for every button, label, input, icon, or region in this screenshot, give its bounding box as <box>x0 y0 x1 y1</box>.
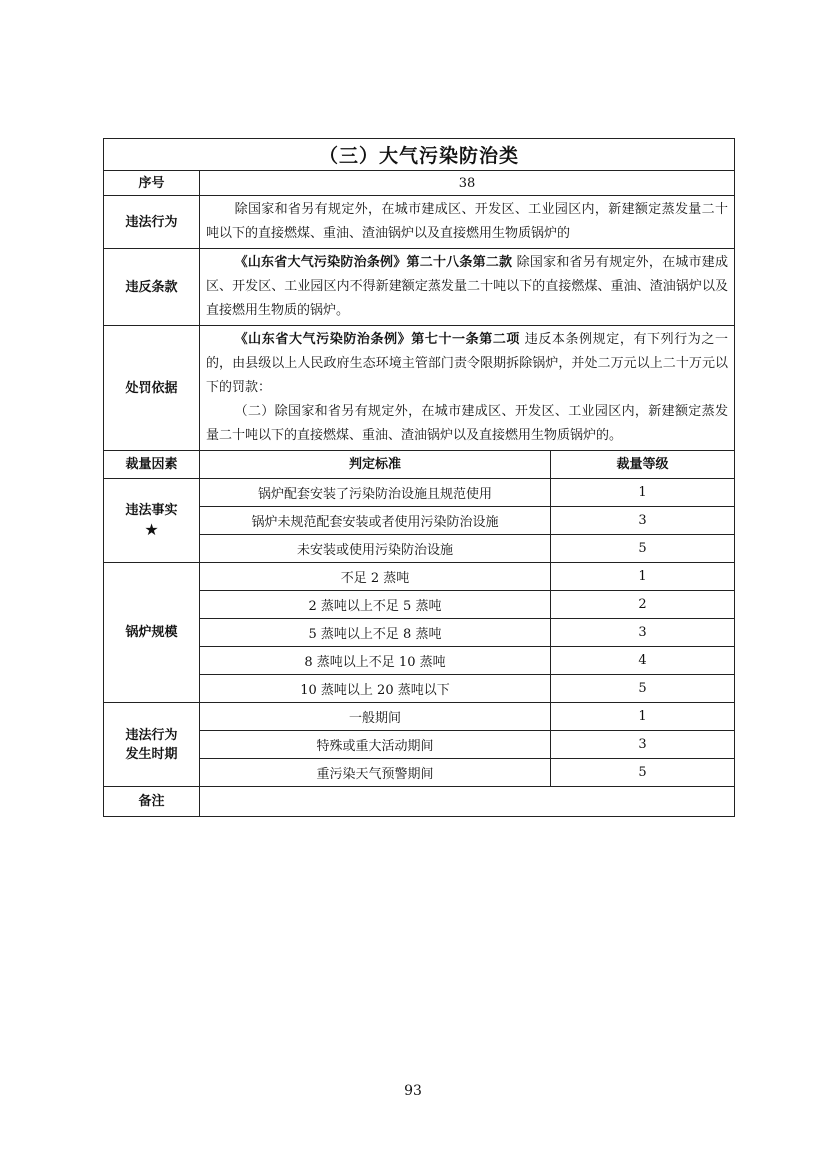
level-cell: 1 <box>551 479 735 507</box>
penalty-text: 违反本条例规定，有下列行为之一的，由县级以上人民政府生态环境主管部门责令限期拆除锅炉，并处二万元以上二十万元以下的罚款： <box>206 332 729 395</box>
standard-cell: 锅炉未规范配套安装或者使用污染防治设施 <box>200 507 551 535</box>
violation-cell <box>200 196 735 249</box>
level-cell: 5 <box>551 675 735 703</box>
level-cell: 4 <box>551 647 735 675</box>
level-cell: 1 <box>551 563 735 591</box>
penalty-discretion-table <box>103 138 735 817</box>
table-row <box>104 479 735 507</box>
factor-violation-fact <box>104 479 200 563</box>
penalty-item: （二）除国家和省另有规定外，在城市建成区、开发区、工业园区内，新建额定蒸发量二十吨以下的直接燃煤、重油、渣油锅炉以及直接燃用生物质锅炉的。 <box>206 404 729 443</box>
penalty-reference: 《山东省大气污染防治条例》第七十一条第二项 <box>234 332 520 347</box>
table-row <box>104 563 735 591</box>
remarks-value <box>200 787 735 817</box>
page-number: 93 <box>404 1083 422 1099</box>
penalty-label: 处罚依据 <box>104 326 200 451</box>
factor-label: 违法事实 <box>125 502 178 518</box>
standard-cell: 特殊或重大活动期间 <box>200 731 551 759</box>
serial-value: 38 <box>200 171 735 196</box>
clause-reference: 《山东省大气污染防治条例》第二十八条第二款 <box>234 255 513 270</box>
table-title: （三）大气污染防治类 <box>104 139 735 171</box>
factor-label-line2: 发生时期 <box>125 746 178 762</box>
standard-cell: 重污染天气预警期间 <box>200 759 551 787</box>
level-cell: 5 <box>551 535 735 563</box>
level-cell: 3 <box>551 507 735 535</box>
standard-cell: 5 蒸吨以上不足 8 蒸吨 <box>200 619 551 647</box>
standard-cell: 未安装或使用污染防治设施 <box>200 535 551 563</box>
factor-label: 违法行为 <box>125 727 178 743</box>
level-cell: 3 <box>551 619 735 647</box>
standard-cell: 2 蒸吨以上不足 5 蒸吨 <box>200 591 551 619</box>
level-cell: 5 <box>551 759 735 787</box>
star-icon: ★ <box>144 519 159 539</box>
remarks-label: 备注 <box>104 787 200 817</box>
standard-cell: 一般期间 <box>200 703 551 731</box>
standard-cell: 锅炉配套安装了污染防治设施且规范使用 <box>200 479 551 507</box>
level-cell: 3 <box>551 731 735 759</box>
serial-label: 序号 <box>104 171 200 196</box>
standard-cell: 10 蒸吨以上 20 蒸吨以下 <box>200 675 551 703</box>
table-row <box>104 703 735 731</box>
level-cell: 2 <box>551 591 735 619</box>
factor-boiler-scale: 锅炉规模 <box>104 563 200 703</box>
standard-cell: 8 蒸吨以上不足 10 蒸吨 <box>200 647 551 675</box>
clause-label: 违反条款 <box>104 249 200 326</box>
level-cell: 1 <box>551 703 735 731</box>
header-factor: 裁量因素 <box>104 451 200 479</box>
violation-label: 违法行为 <box>104 196 200 249</box>
clause-text: 除国家和省另有规定外，在城市建成区、开发区、工业园区内不得新建额定蒸发量二十吨以下的直接燃煤、重油、渣油锅炉以及直接燃用生物质的锅炉。 <box>206 255 729 318</box>
header-standard: 判定标准 <box>200 451 551 479</box>
clause-cell <box>200 249 735 326</box>
violation-text: 除国家和省另有规定外，在城市建成区、开发区、工业园区内，新建额定蒸发量二十吨以下的直接燃煤、重油、渣油锅炉以及直接燃用生物质锅炉的 <box>206 202 729 241</box>
standard-cell: 不足 2 蒸吨 <box>200 563 551 591</box>
penalty-cell <box>200 326 735 451</box>
factor-occurrence-period <box>104 703 200 787</box>
header-level: 裁量等级 <box>551 451 735 479</box>
